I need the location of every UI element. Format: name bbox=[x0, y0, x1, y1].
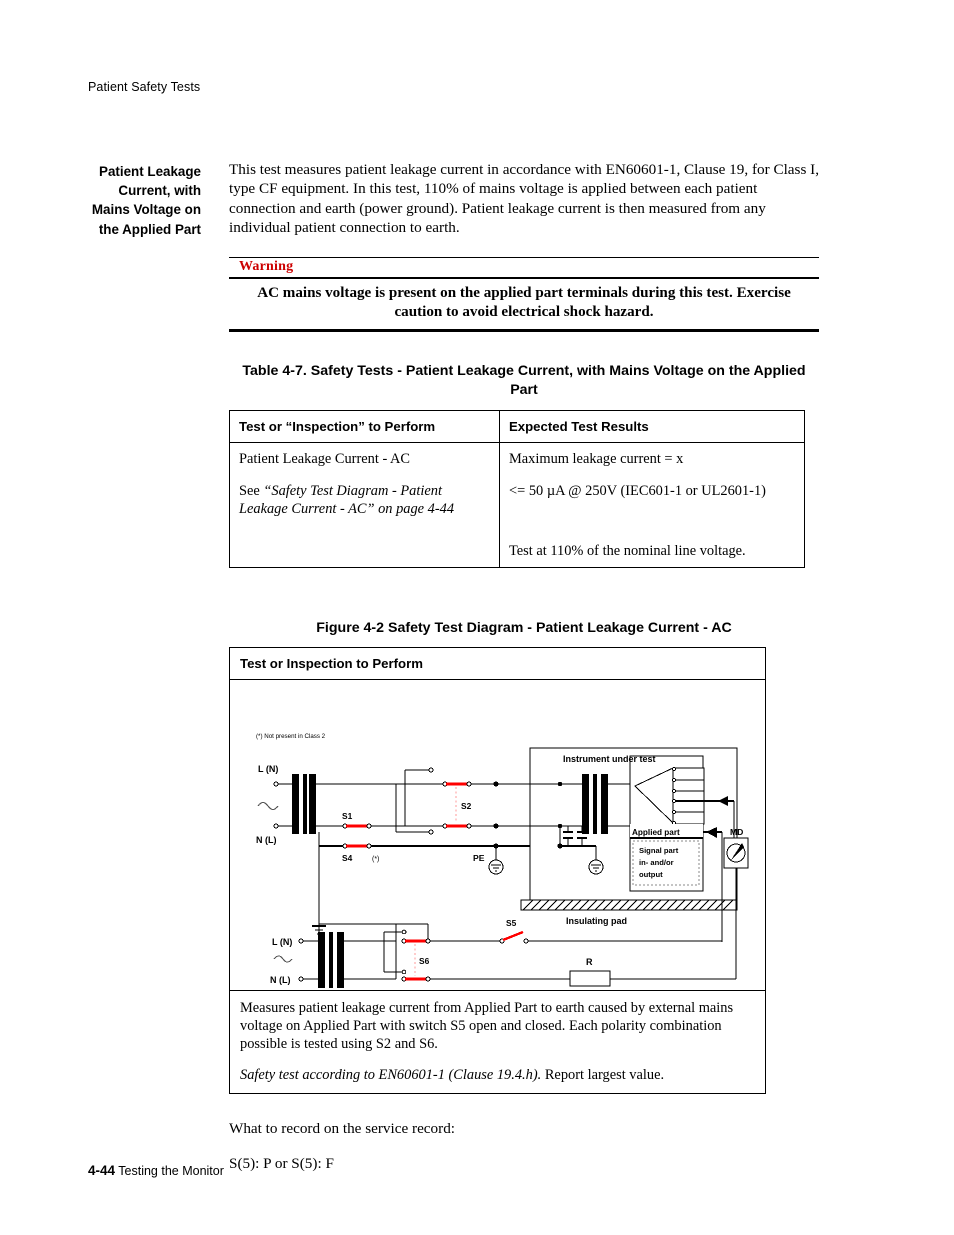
test-name: Patient Leakage Current - AC bbox=[239, 450, 411, 467]
lead-terminal-3 bbox=[672, 789, 675, 792]
junction-inst-L bbox=[558, 781, 562, 785]
table-header-results: Expected Test Results bbox=[500, 410, 805, 442]
switch-s1-label: S1 bbox=[342, 810, 353, 821]
table-row bbox=[230, 442, 805, 567]
label-signal-part-line2: in- and/or bbox=[639, 857, 674, 867]
s1-terminal-right bbox=[367, 824, 371, 828]
table-header-row bbox=[230, 410, 805, 442]
record-instruction: What to record on the service record: bbox=[229, 1120, 456, 1138]
s6-p2-terminal-right bbox=[426, 977, 430, 981]
lead-terminal-2 bbox=[672, 778, 675, 781]
switch-s4-note: (*) bbox=[372, 855, 380, 863]
s5-terminal-right bbox=[524, 939, 528, 943]
patient-lead-block bbox=[673, 768, 704, 824]
s6-alt-terminal-bottom bbox=[402, 970, 406, 974]
s4-terminal-right bbox=[367, 844, 371, 848]
page-footer bbox=[88, 1163, 224, 1178]
figure-notes bbox=[230, 991, 765, 1094]
table-cell-results bbox=[500, 442, 805, 567]
body-column bbox=[229, 160, 819, 1173]
footer-page-number: 4-44 bbox=[88, 1163, 116, 1178]
side-heading: Patient Leakage Current, with Mains Voltage on the Applied Part bbox=[91, 164, 201, 237]
applied-part-arrow-icon bbox=[706, 827, 717, 838]
lead-terminal-1 bbox=[672, 767, 675, 770]
expected-test-condition: Test at 110% of the nominal line voltage. bbox=[509, 542, 746, 559]
figure-box bbox=[229, 647, 766, 1095]
switch-s2-label: S2 bbox=[461, 800, 472, 811]
lead-terminal-4 bbox=[672, 799, 675, 802]
pe-earth-circle bbox=[489, 860, 503, 874]
inst-transformer-primary bbox=[582, 774, 589, 834]
record-values: S(5): P or S(5): F bbox=[229, 1155, 334, 1173]
transformer-primary-bottom bbox=[318, 932, 325, 988]
transformer-core-bottom bbox=[329, 932, 333, 988]
label-insulating-pad: Insulating pad bbox=[566, 915, 628, 926]
s5-blade-open bbox=[503, 932, 523, 940]
s6-alt-terminal-top bbox=[402, 930, 406, 934]
table-cell-test bbox=[230, 442, 500, 567]
safety-test-circuit-svg bbox=[230, 680, 762, 990]
label-instrument-under-test: Instrument under test bbox=[563, 753, 656, 764]
transformer-secondary-top bbox=[309, 774, 316, 834]
s6-p1-terminal-right bbox=[426, 939, 430, 943]
amplifier-triangle bbox=[635, 768, 673, 823]
label-L-bottom: L (N) bbox=[272, 936, 293, 947]
figure-note-description: Measures patient leakage current from Applied Part to earth caused by external mains voltage on Applied Part with switch S5 open and closed. Each polarity combination possible is tested using S2 and S6. bbox=[240, 999, 734, 1053]
circuit-diagram bbox=[230, 680, 765, 991]
label-md: MD bbox=[730, 826, 744, 837]
warning-label: Warning bbox=[239, 258, 294, 274]
cell-spacer bbox=[509, 514, 795, 542]
s2-p2-terminal-right bbox=[467, 824, 471, 828]
s2-alt-terminal-top bbox=[429, 768, 433, 772]
ac-source-symbol-top bbox=[258, 802, 278, 809]
inst-transformer-secondary bbox=[601, 774, 608, 834]
ac-source-symbol-bottom bbox=[274, 956, 292, 962]
switch-s5-label: S5 bbox=[506, 917, 517, 928]
transformer-core-a-top bbox=[303, 774, 307, 834]
s2-alt-terminal-bottom bbox=[429, 830, 433, 834]
switch-s6-label: S6 bbox=[419, 955, 430, 966]
label-L-top: L (N) bbox=[258, 763, 279, 774]
test-reference-prefix: See bbox=[239, 482, 264, 499]
safety-tests-table bbox=[229, 410, 805, 568]
test-reference bbox=[239, 482, 490, 518]
lead-arrow-icon bbox=[718, 796, 728, 806]
label-pe: PE bbox=[473, 852, 485, 863]
s2-p1-terminal-right bbox=[467, 782, 471, 786]
transformer-primary-top bbox=[292, 774, 299, 834]
figure-note-standard-rest: Report largest value. bbox=[541, 1067, 665, 1084]
transformer-secondary-bottom bbox=[337, 932, 344, 988]
expected-limit: <= 50 µA @ 250V (IEC601-1 or UL2601-1) bbox=[509, 482, 766, 499]
inst-transformer-core bbox=[593, 774, 597, 834]
terminal-N-bottom bbox=[299, 977, 303, 981]
table-caption: Table 4-7. Safety Tests - Patient Leakage Current, with Mains Voltage on the Applied Part bbox=[242, 362, 806, 398]
junction-L-mid bbox=[493, 781, 498, 786]
switch-s4-label: S4 bbox=[342, 852, 353, 863]
warning-block bbox=[229, 257, 819, 332]
warning-text: AC mains voltage is present on the applied part terminals during this test. Exercise caution to avoid electrical shock hazard. bbox=[257, 285, 791, 321]
figure-note-standard bbox=[240, 1066, 755, 1084]
label-N-top: N (L) bbox=[256, 834, 277, 845]
terminal-L-bottom bbox=[299, 939, 303, 943]
label-applied-part: Applied part bbox=[632, 827, 680, 837]
intro-paragraph: This test measures patient leakage current in accordance with EN60601-1, Clause 19, for Class I, type CF equipment. In this test, 110% of mains voltage is applied between each patient connection and earth (power ground). Patient leakage current is then measured from any individual patient connection to earth. bbox=[229, 161, 820, 237]
running-header: Patient Safety Tests bbox=[88, 80, 201, 94]
label-signal-part-line1: Signal part bbox=[639, 845, 679, 855]
lead-terminal-5 bbox=[672, 810, 675, 813]
resistor-label: R bbox=[586, 956, 593, 967]
warning-rule-bottom bbox=[229, 329, 819, 332]
inst-earth-circle bbox=[589, 860, 603, 874]
terminal-N-top bbox=[274, 824, 278, 828]
table-header-test: Test or “Inspection” to Perform bbox=[230, 410, 500, 442]
figure-header: Test or Inspection to Perform bbox=[230, 648, 765, 680]
test-reference-link: “Safety Test Diagram - Patient Leakage Current - AC” on page 4-44 bbox=[239, 482, 455, 517]
resistor-R bbox=[570, 971, 610, 986]
junction-N-mid bbox=[493, 823, 498, 828]
class2-note-label: (*) Not present in Class 2 bbox=[256, 732, 326, 740]
figure-note-standard-italic: Safety test according to EN60601-1 (Clause 19.4.h). bbox=[240, 1067, 542, 1084]
footer-section: Testing the Monitor bbox=[118, 1164, 224, 1178]
label-N-bottom: N (L) bbox=[270, 974, 291, 985]
label-signal-part-line3: output bbox=[639, 869, 663, 879]
terminal-L-top bbox=[274, 782, 278, 786]
figure-caption: Figure 4-2 Safety Test Diagram - Patient Leakage Current - AC bbox=[316, 619, 732, 636]
junction-inst-ground bbox=[557, 843, 562, 848]
expected-max-current: Maximum leakage current = x bbox=[509, 450, 684, 467]
